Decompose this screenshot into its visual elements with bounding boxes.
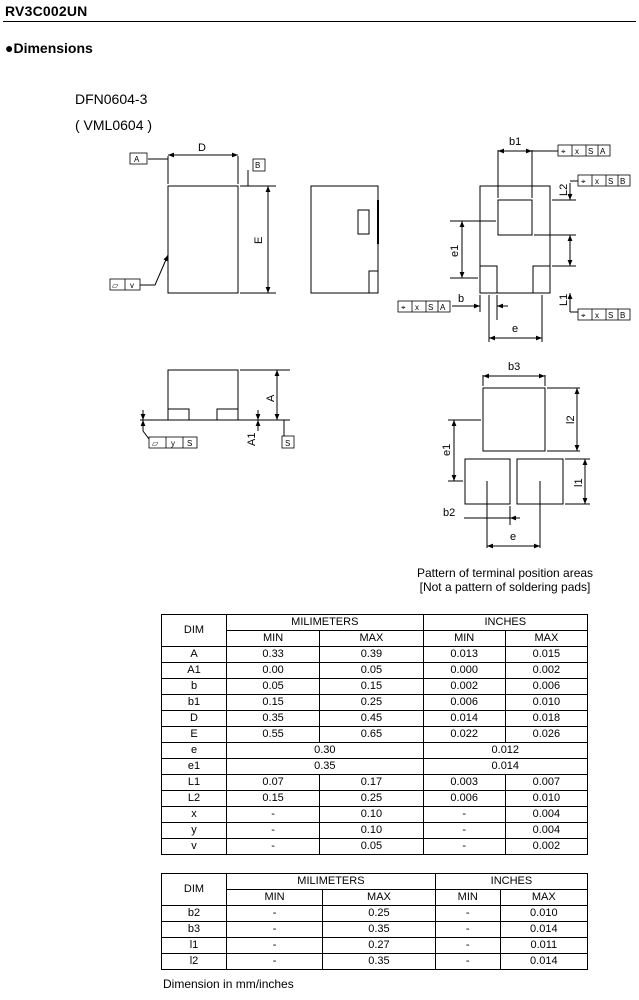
sub-header: MIN bbox=[227, 890, 323, 906]
cell-in-min: - bbox=[423, 839, 505, 855]
fc-l1-sym: ⌖ bbox=[581, 311, 586, 320]
table-row bbox=[162, 807, 588, 823]
cell-mm-min: - bbox=[227, 954, 323, 970]
cell-dim: b1 bbox=[162, 695, 227, 711]
mm-header: MILIMETERS bbox=[227, 874, 436, 890]
label-e: e bbox=[512, 323, 519, 335]
table-row bbox=[162, 775, 588, 791]
table-row bbox=[162, 679, 588, 695]
fc-l1-b: B bbox=[620, 311, 626, 320]
label-L2: L2 bbox=[558, 183, 570, 196]
cell-in-max: 0.010 bbox=[505, 791, 587, 807]
cell-in-min: - bbox=[423, 807, 505, 823]
fc-b1-s: S bbox=[588, 147, 594, 156]
cell-mm-min: 0.07 bbox=[227, 775, 320, 791]
label-e1: e1 bbox=[449, 244, 461, 257]
label-datum-A: A bbox=[134, 155, 140, 164]
fc-b-s: S bbox=[428, 303, 434, 312]
cell-mm-min: 0.55 bbox=[227, 727, 320, 743]
table-row bbox=[162, 647, 588, 663]
label-b: b bbox=[458, 293, 465, 305]
cell-dim: D bbox=[162, 711, 227, 727]
table-row bbox=[162, 839, 588, 855]
table-row bbox=[162, 663, 588, 679]
cell-in-max: 0.004 bbox=[505, 807, 587, 823]
pattern-note bbox=[400, 566, 610, 594]
table-row bbox=[162, 954, 588, 970]
fc-l1-x: x bbox=[595, 311, 599, 320]
table-row bbox=[162, 938, 588, 954]
label-pattern-e1: e1 bbox=[441, 443, 453, 456]
cell-dim: A bbox=[162, 647, 227, 663]
cell-in-max: 0.002 bbox=[505, 839, 587, 855]
in-header: INCHES bbox=[435, 874, 587, 890]
cell-in-max: 0.010 bbox=[505, 695, 587, 711]
cell-mm-min: - bbox=[227, 922, 323, 938]
package-name: DFN0604-3 bbox=[75, 91, 148, 107]
package-alias: ( VML0604 ) bbox=[75, 117, 153, 133]
bottom-view-pad-right bbox=[533, 266, 550, 293]
cell-dim: e1 bbox=[162, 759, 227, 775]
front-view-pad-left bbox=[168, 409, 189, 420]
fc-b-x: x bbox=[415, 303, 419, 312]
cell-in-min: 0.013 bbox=[423, 647, 505, 663]
mm-header: MILIMETERS bbox=[227, 615, 424, 631]
label-datum-S: S bbox=[285, 439, 291, 448]
cell-mm-min: - bbox=[227, 906, 323, 922]
cell-in-max: 0.014 bbox=[500, 954, 587, 970]
side-view-pad-top bbox=[358, 210, 369, 234]
cell-dim: L1 bbox=[162, 775, 227, 791]
cell-dim: l1 bbox=[162, 938, 227, 954]
fc-v-sym: ⏥ bbox=[112, 281, 119, 290]
table-row bbox=[162, 759, 588, 775]
cell-mm-max: 0.05 bbox=[320, 663, 423, 679]
pattern-note-line2: [Not a pattern of soldering pads] bbox=[419, 580, 591, 594]
section-heading: ●Dimensions bbox=[5, 40, 93, 56]
cell-mm-min: - bbox=[227, 823, 320, 839]
front-view-body bbox=[168, 370, 238, 420]
fc-l1-s: S bbox=[608, 311, 614, 320]
cell-mm-min: 0.35 bbox=[227, 711, 320, 727]
cell-mm-min: - bbox=[227, 807, 320, 823]
bottom-view-body bbox=[480, 186, 550, 293]
cell-in-min: 0.022 bbox=[423, 727, 505, 743]
label-D: D bbox=[198, 142, 206, 154]
cell-mm-max: 0.10 bbox=[320, 807, 423, 823]
label-L1: L1 bbox=[558, 293, 570, 306]
bottom-view-pad-left bbox=[480, 266, 497, 293]
fc-l2-sym: ⌖ bbox=[581, 177, 586, 186]
sub-header: MAX bbox=[323, 890, 436, 906]
cell-in-min: 0.014 bbox=[423, 711, 505, 727]
cell-dim: b3 bbox=[162, 922, 227, 938]
label-datum-B: B bbox=[255, 161, 261, 170]
fc-l2-x: x bbox=[595, 177, 599, 186]
pattern-note-line1: Pattern of terminal position areas bbox=[416, 566, 594, 580]
cell-dim: A1 bbox=[162, 663, 227, 679]
side-view-pad-bottom bbox=[369, 271, 378, 293]
table-row bbox=[162, 906, 588, 922]
cell-mm-max: 0.35 bbox=[323, 954, 436, 970]
cell-in-min: - bbox=[435, 922, 500, 938]
cell-mm-min: 0.05 bbox=[227, 679, 320, 695]
pattern-dimension-table bbox=[161, 873, 588, 970]
dim-header: DIM bbox=[162, 615, 227, 647]
label-A: A bbox=[265, 394, 277, 402]
table-row bbox=[162, 823, 588, 839]
cell-in-min: 0.006 bbox=[423, 791, 505, 807]
cell-in-max: 0.007 bbox=[505, 775, 587, 791]
cell-in-max: 0.014 bbox=[500, 922, 587, 938]
front-view-pad-right bbox=[217, 409, 238, 420]
cell-dim: v bbox=[162, 839, 227, 855]
fc-b1-a: A bbox=[600, 147, 606, 156]
label-E: E bbox=[253, 236, 265, 244]
cell-in-min: - bbox=[435, 938, 500, 954]
cell-in-max: 0.002 bbox=[505, 663, 587, 679]
table-row bbox=[162, 922, 588, 938]
cell-in-min: 0.006 bbox=[423, 695, 505, 711]
label-l1: l1 bbox=[573, 478, 585, 487]
cell-mm-nom: 0.30 bbox=[227, 743, 424, 759]
fc-y-sym: ⏥ bbox=[152, 439, 159, 448]
cell-in-min: 0.003 bbox=[423, 775, 505, 791]
cell-in-min: - bbox=[435, 954, 500, 970]
cell-dim: x bbox=[162, 807, 227, 823]
label-pattern-e: e bbox=[510, 531, 517, 543]
bottom-view-pad-top bbox=[498, 200, 532, 235]
sub-header: MAX bbox=[500, 890, 587, 906]
cell-mm-min: 0.33 bbox=[227, 647, 320, 663]
fc-v-val: v bbox=[130, 281, 134, 290]
cell-mm-max: 0.25 bbox=[320, 791, 423, 807]
cell-in-min: - bbox=[423, 823, 505, 839]
fc-y-val: y bbox=[171, 439, 175, 448]
cell-dim: y bbox=[162, 823, 227, 839]
cell-in-max: 0.004 bbox=[505, 823, 587, 839]
side-view-body bbox=[311, 186, 378, 293]
cell-dim: e bbox=[162, 743, 227, 759]
cell-mm-max: 0.35 bbox=[323, 922, 436, 938]
cell-in-max: 0.015 bbox=[505, 647, 587, 663]
fc-y-s: S bbox=[187, 439, 193, 448]
label-b3: b3 bbox=[508, 361, 521, 373]
cell-mm-min: - bbox=[227, 839, 320, 855]
cell-dim: l2 bbox=[162, 954, 227, 970]
cell-mm-max: 0.25 bbox=[320, 695, 423, 711]
dimension-table bbox=[161, 614, 588, 855]
cell-mm-max: 0.65 bbox=[320, 727, 423, 743]
cell-in-nom: 0.012 bbox=[423, 743, 587, 759]
fc-b-a: A bbox=[440, 303, 446, 312]
cell-dim: L2 bbox=[162, 791, 227, 807]
cell-mm-max: 0.10 bbox=[320, 823, 423, 839]
footer-note: Dimension in mm/inches bbox=[163, 977, 294, 991]
dim-header: DIM bbox=[162, 874, 227, 906]
document-title: RV3C002UN bbox=[5, 3, 88, 19]
sub-header: MAX bbox=[505, 631, 587, 647]
sub-header: MIN bbox=[227, 631, 320, 647]
fc-b1-sym: ⌖ bbox=[561, 147, 566, 156]
cell-dim: b2 bbox=[162, 906, 227, 922]
table-row bbox=[162, 743, 588, 759]
cell-in-min: 0.000 bbox=[423, 663, 505, 679]
cell-in-max: 0.011 bbox=[500, 938, 587, 954]
cell-mm-min: 0.00 bbox=[227, 663, 320, 679]
fc-b1-x: x bbox=[575, 147, 579, 156]
label-l2: l2 bbox=[565, 415, 577, 424]
cell-mm-min: - bbox=[227, 938, 323, 954]
label-b2: b2 bbox=[443, 507, 456, 519]
cell-mm-max: 0.05 bbox=[320, 839, 423, 855]
cell-mm-max: 0.45 bbox=[320, 711, 423, 727]
sub-header: MIN bbox=[423, 631, 505, 647]
cell-in-nom: 0.014 bbox=[423, 759, 587, 775]
table-row bbox=[162, 791, 588, 807]
cell-mm-min: 0.15 bbox=[227, 695, 320, 711]
cell-in-min: - bbox=[435, 906, 500, 922]
fc-l2-s: S bbox=[608, 177, 614, 186]
fc-b-sym: ⌖ bbox=[401, 303, 406, 312]
table-row bbox=[162, 695, 588, 711]
cell-mm-nom: 0.35 bbox=[227, 759, 424, 775]
cell-mm-max: 0.17 bbox=[320, 775, 423, 791]
cell-in-max: 0.026 bbox=[505, 727, 587, 743]
top-view-body bbox=[168, 186, 238, 293]
cell-in-min: 0.002 bbox=[423, 679, 505, 695]
cell-mm-max: 0.25 bbox=[323, 906, 436, 922]
in-header: INCHES bbox=[423, 615, 587, 631]
sub-header: MIN bbox=[435, 890, 500, 906]
cell-dim: b bbox=[162, 679, 227, 695]
cell-mm-max: 0.27 bbox=[323, 938, 436, 954]
pattern-pad-top bbox=[483, 388, 545, 451]
label-A1: A1 bbox=[246, 432, 258, 446]
sub-header: MAX bbox=[320, 631, 423, 647]
table-row bbox=[162, 711, 588, 727]
fc-l2-b: B bbox=[620, 177, 626, 186]
cell-mm-max: 0.15 bbox=[320, 679, 423, 695]
label-b1: b1 bbox=[509, 136, 522, 148]
cell-in-max: 0.006 bbox=[505, 679, 587, 695]
cell-in-max: 0.010 bbox=[500, 906, 587, 922]
cell-in-max: 0.018 bbox=[505, 711, 587, 727]
table-row bbox=[162, 727, 588, 743]
cell-mm-max: 0.39 bbox=[320, 647, 423, 663]
cell-mm-min: 0.15 bbox=[227, 791, 320, 807]
cell-dim: E bbox=[162, 727, 227, 743]
